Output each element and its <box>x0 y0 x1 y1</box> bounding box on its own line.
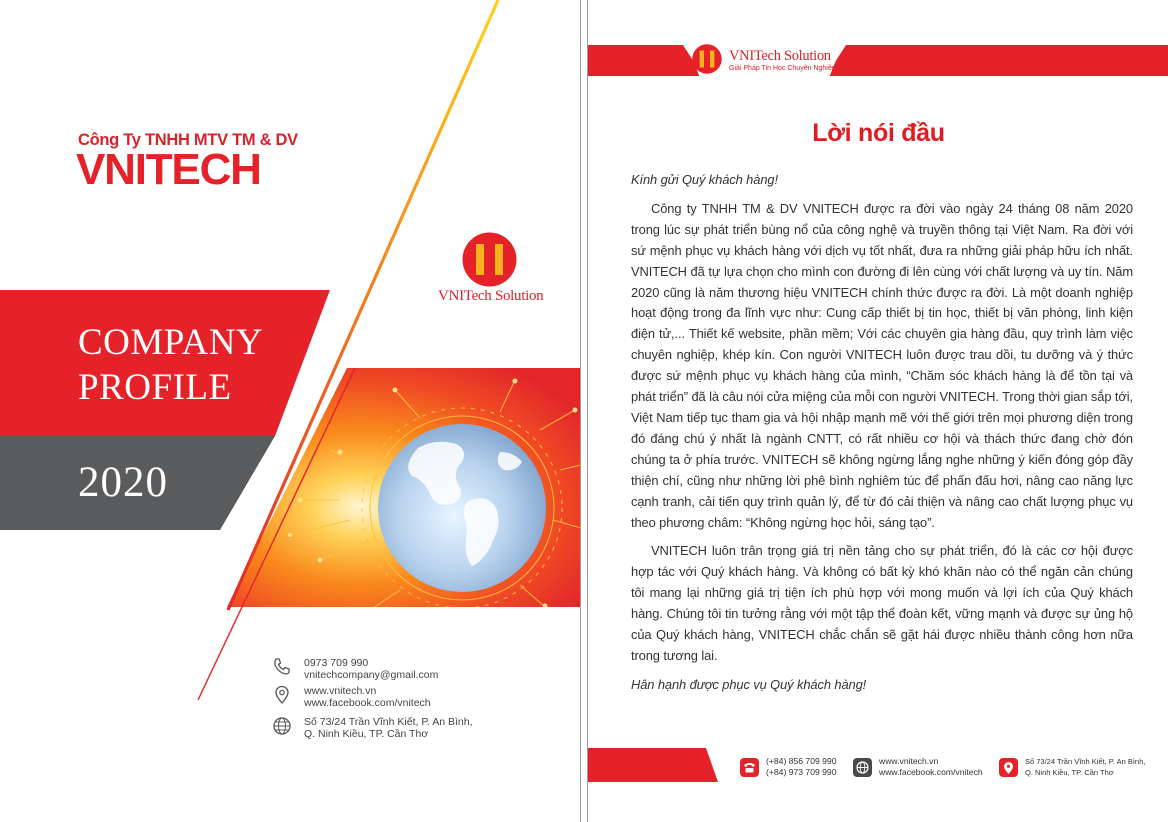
footer-phone <box>740 756 850 782</box>
footer-facebook: www.facebook.com/vnitech <box>879 767 983 777</box>
contact-phone-email <box>272 657 572 683</box>
cover-title <box>78 320 263 410</box>
title-line-company: COMPANY <box>78 322 264 363</box>
contact-phone: 0973 709 990 <box>304 657 369 669</box>
footer-web <box>853 756 1003 782</box>
cover-year: 2020 <box>78 459 168 506</box>
footer-phone-2: (+84) 973 709 990 <box>766 767 837 777</box>
paragraph-2: VNITECH luôn trân trọng giá trị nền tảng cho sự phát triển, đó là các cơ hội được hợp tác với Quý khách hàng. Và không có bất kỳ khó khăn nào có thể ngăn cản chúng tôi mang lại những giá trị tiện ích phù hợp với mong muốn và lợi ích của Quý khách hàng. Chúng tôi tin tưởng rằng với một tập thể đoàn kết, vững mạnh và được sự ủng hộ của Quý khách hàng, VNITECH chắc chắn sẽ gặt hái được nhiều thành công hơn nữa trong tương lai. <box>631 543 1133 663</box>
greeting: Kính gửi Quý khách hàng! <box>631 172 778 187</box>
contact-web <box>272 685 572 711</box>
intro-body <box>631 170 1133 696</box>
phone-icon <box>272 657 292 677</box>
globe-icon <box>853 758 872 777</box>
phone-icon <box>740 758 759 777</box>
header-logo-name: VNITech Solution <box>729 48 831 64</box>
title-line-profile: PROFILE <box>78 367 232 408</box>
footer-address-line2: Q. Ninh Kiều, TP. Cần Thơ <box>1025 768 1114 777</box>
contact-website: www.vnitech.vn <box>304 685 377 697</box>
intro-page <box>587 0 1168 822</box>
location-pin-icon <box>999 758 1018 777</box>
footer-phone-1: (+84) 856 709 990 <box>766 756 837 766</box>
footer-address <box>999 756 1168 782</box>
header-logo-icon <box>692 44 722 74</box>
footer-address-line1: Số 73/24 Trần Vĩnh Kiết, P. An Bình, <box>1025 757 1146 766</box>
contact-facebook: www.facebook.com/vnitech <box>304 697 431 709</box>
contact-address <box>272 716 572 742</box>
logo-text: VNITech Solution <box>438 288 544 304</box>
contact-address-line2: Q. Ninh Kiều, TP. Cần Thơ <box>304 728 429 740</box>
contact-email: vnitechcompany@gmail.com <box>304 669 439 681</box>
cover-page <box>0 0 581 822</box>
brand-name: VNITECH <box>76 145 261 194</box>
page-title: Lời nói đầu <box>812 119 945 147</box>
header-tagline: Giải Pháp Tin Học Chuyên Nghiệp <box>729 65 836 72</box>
footer-website: www.vnitech.vn <box>879 756 939 766</box>
closing-line: Hân hạnh được phục vụ Quý khách hàng! <box>631 676 867 692</box>
contact-address-line1: Số 73/24 Trần Vĩnh Kiết, P. An Bình, <box>304 716 473 728</box>
location-pin-icon <box>272 685 292 705</box>
logo-h-icon <box>462 232 517 287</box>
globe-icon <box>272 716 292 736</box>
header-banner <box>588 0 1168 90</box>
paragraph-1: Công ty TNHH TM & DV VNITECH được ra đời vào ngày 24 tháng 08 năm 2020 trong lúc sự phát triển bùng nổ của công nghệ và truyền thông tại Việt Nam. Ra đời với sứ mệnh phục vụ khách hàng với dịch vụ tốt nhất, đưa ra những giải pháp hữu ích nhất. VNITECH đã tự lựa chọn cho mình con đường đi lên cùng với chất lượng và uy tín. Năm 2020 cũng là năm thương hiệu VNITECH chính thức được ra đời. Là một doanh nghiệp hoạt động trong đa lĩnh vực như: Cung cấp thiết bị tin học, thiết bị văn phòng, linh kiện điện tử,... Thiết kế website, phần mềm; Với các chuyên gia hàng đầu, quy trình làm việc chuyên nghiệp, khép kín. Con người VNITECH luôn được trau dồi, tu dưỡng và ý thức được sứ mệnh phục vụ khách hàng của mình, “Chăm sóc khách hàng là để tồn tại và phát triển” đã là câu nói cửa miệng của mỗi con người VNITECH. Trong thời gian sắp tới, Việt Nam tiếp tục tham gia và hội nhập mạnh mẽ với thế giới trên mọi phương diện trong đó đáng chú ý nhất là ngành CNTT, có rất nhiều cơ hội và thách thức đang chờ đón chúng ta ở phía trước. VNITECH sẽ không ngừng lắng nghe những ý kiến đóng góp đầy thiện chí, cũng như những lời phê bình nghiêm túc để phấn đấu hơi, nâng cao năng lực cạnh tranh, cải tiến quy trình quản lý, để từ đó cải thiện và nâng cao chất lượng phục vụ theo phương châm: “Không ngừng học hỏi, sáng tạo”. <box>631 200 1133 530</box>
company-name: Công Ty TNHH MTV TM & DV <box>78 131 298 149</box>
